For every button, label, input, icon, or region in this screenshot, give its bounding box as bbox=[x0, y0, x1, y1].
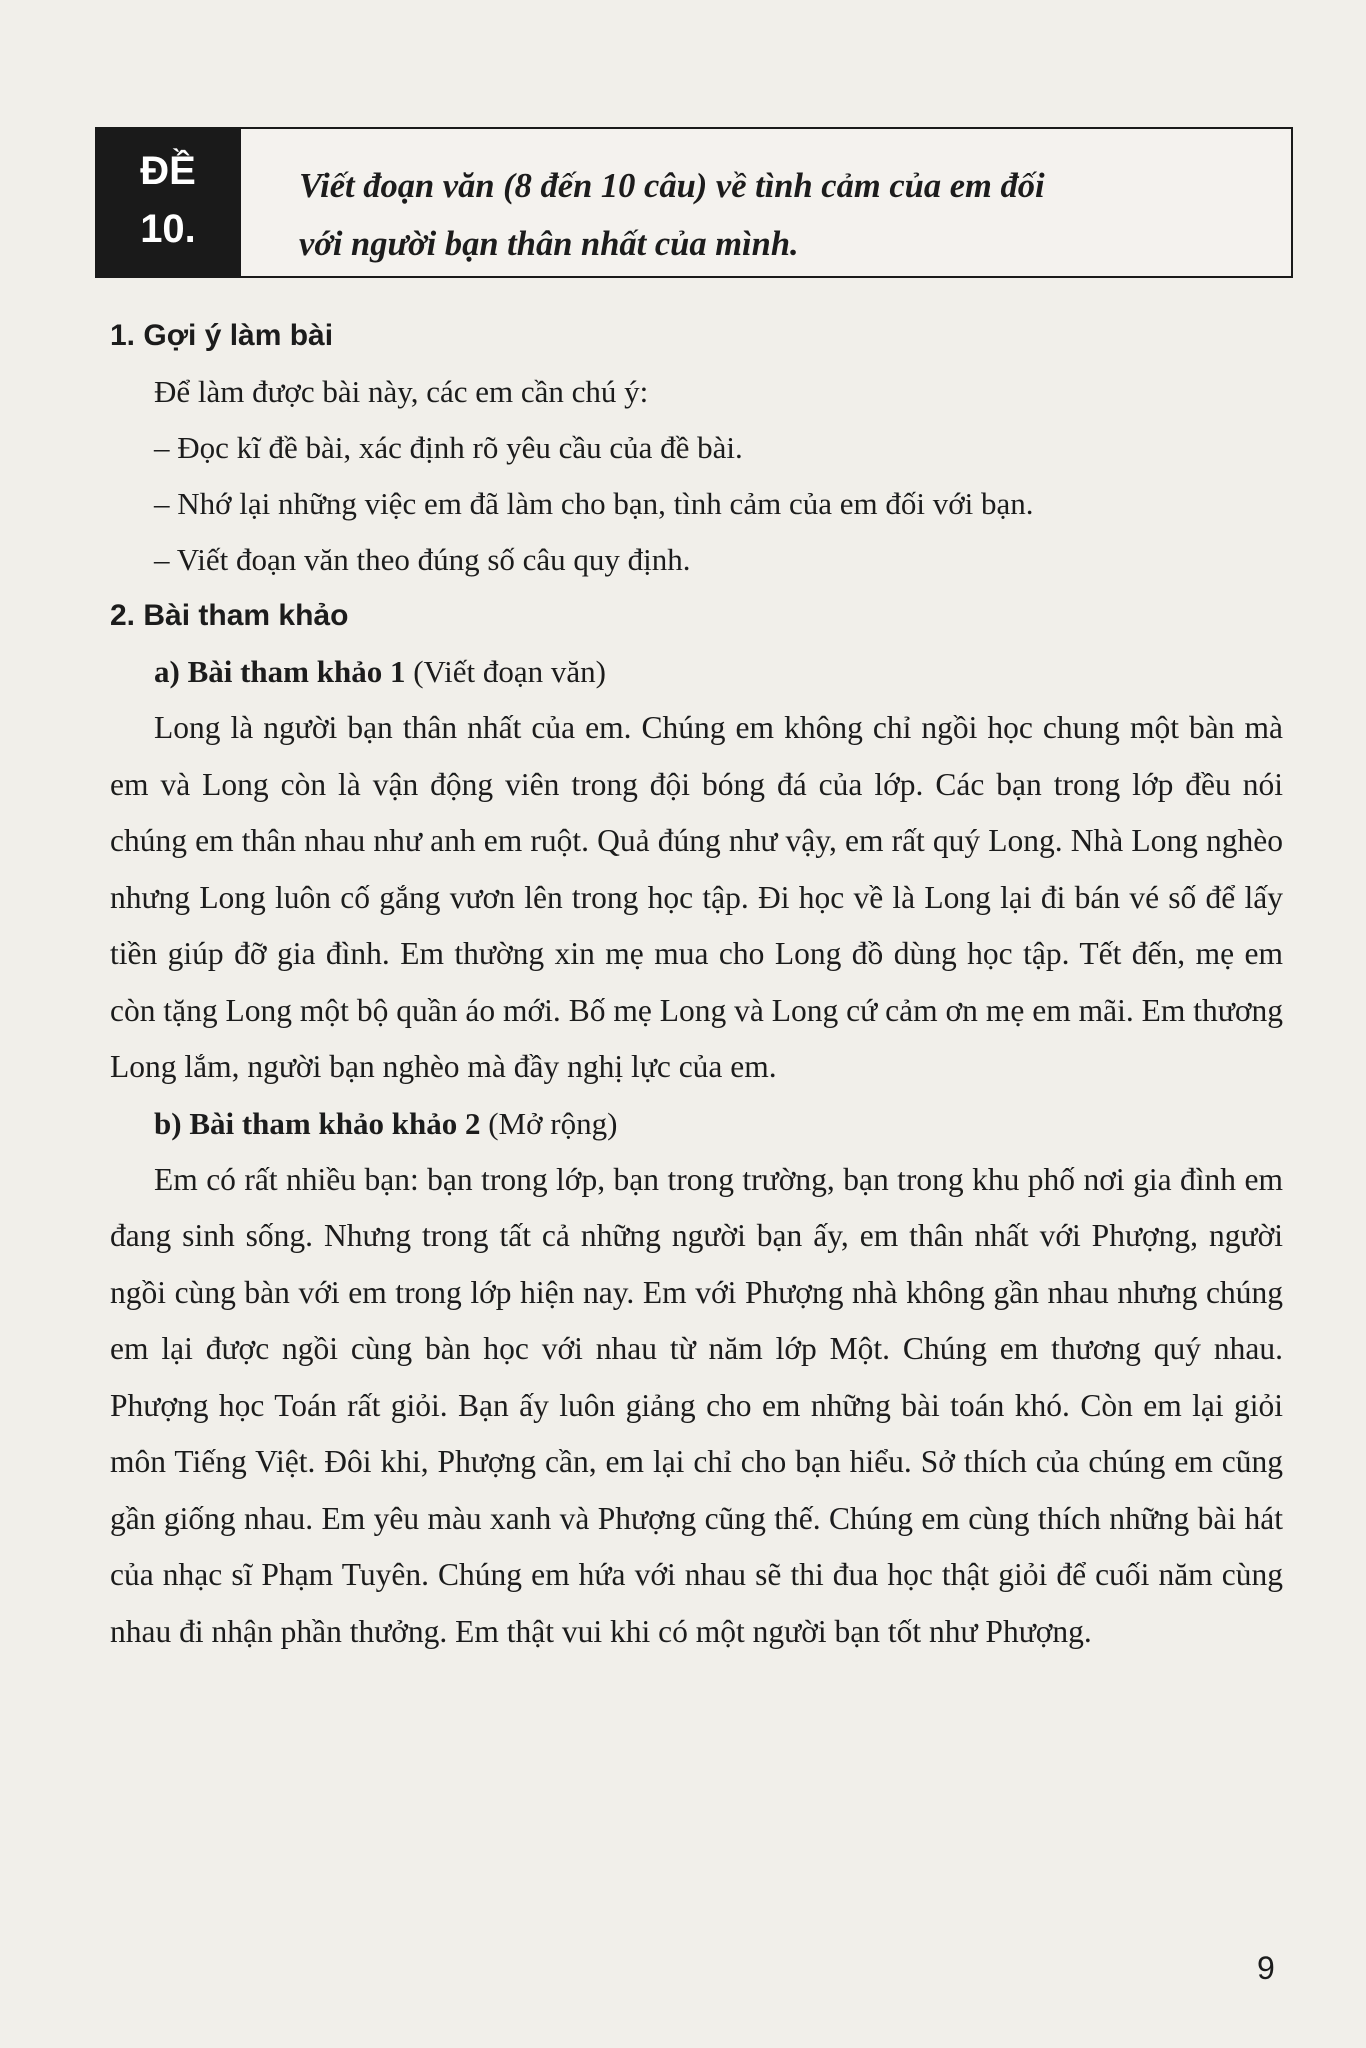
reference-b-title-normal: (Mở rộng) bbox=[480, 1105, 618, 1141]
hint-item: – Nhớ lại những việc em đã làm cho bạn, tình cảm của em đối với bạn. bbox=[154, 486, 1034, 521]
exercise-header bbox=[95, 127, 1293, 278]
exercise-label-line2: 10. bbox=[140, 206, 196, 251]
page-number: 9 bbox=[1257, 1950, 1275, 1986]
exercise-prompt bbox=[241, 127, 1293, 278]
hints-intro: Để làm được bài này, các em cần chú ý: bbox=[154, 374, 649, 409]
reference-b-title bbox=[154, 1096, 1285, 1152]
section-heading-references: 2. Bài tham khảo bbox=[110, 599, 349, 632]
reference-a-paragraph: Long là người bạn thân nhất của em. Chúng em không chỉ ngồi học chung một bàn mà em và Long còn là vận động viên trong đội bóng đá của lớp. Các bạn trong lớp đều nói chúng em thân nhau như anh em ruột. Quả đúng như vậy, em rất quý Long. Nhà Long nghèo nhưng Long luôn cố gắng vươn lên trong học tập. Đi học về là Long lại đi bán vé số để lấy tiền giúp đỡ gia đình. Em thường xin mẹ mua cho Long đồ dùng học tập. Tết đến, mẹ em còn tặng Long một bộ quần áo mới. Bố mẹ Long và Long cứ cảm ơn mẹ em mãi. Em thương Long lắm, người bạn nghèo mà đầy nghị lực của em. bbox=[110, 710, 1283, 1084]
reference-a-title bbox=[154, 644, 1285, 700]
reference-a-title-bold: a) Bài tham khảo 1 bbox=[154, 654, 406, 689]
page-content bbox=[110, 308, 1285, 1660]
exercise-prompt-line2: với người bạn thân nhất của mình. bbox=[299, 225, 799, 263]
section-heading-hints: 1. Gợi ý làm bài bbox=[110, 319, 334, 352]
exercise-number-label bbox=[95, 127, 241, 278]
hint-item: – Viết đoạn văn theo đúng số câu quy định. bbox=[154, 542, 691, 577]
reference-a-title-normal: (Viết đoạn văn) bbox=[405, 654, 606, 689]
exercise-label-line1: ĐỀ bbox=[140, 148, 196, 193]
exercise-prompt-line1: Viết đoạn văn (8 đến 10 câu) về tình cảm của em đối bbox=[299, 167, 1045, 205]
reference-b-paragraph: Em có rất nhiều bạn: bạn trong lớp, bạn trong trường, bạn trong khu phố nơi gia đình em đang sinh sống. Nhưng trong tất cả những người bạn ấy, em thân nhất với Phượng, người ngồi cùng bàn với em trong lớp hiện nay. Em với Phượng nhà không gần nhau nhưng chúng em lại được ngồi cùng bàn học với nhau từ năm lớp Một. Chúng em thương quý nhau. Phượng học Toán rất giỏi. Bạn ấy luôn giảng cho em những bài toán khó. Còn em lại giỏi môn Tiếng Việt. Đôi khi, Phượng cần, em lại chỉ cho bạn hiểu. Sở thích của chúng em cũng gần giống nhau. Em yêu màu xanh và Phượng cũng thế. Chúng em cùng thích những bài hát của nhạc sĩ Phạm Tuyên. Chúng em hứa với nhau sẽ thi đua học thật giỏi để cuối năm cùng nhau đi nhận phần thưởng. Em thật vui khi có một người bạn tốt như Phượng. bbox=[110, 1161, 1283, 1649]
reference-b-title-bold: b) Bài tham khảo khảo 2 bbox=[154, 1105, 481, 1141]
hint-item: – Đọc kĩ đề bài, xác định rõ yêu cầu của đề bài. bbox=[154, 430, 743, 465]
